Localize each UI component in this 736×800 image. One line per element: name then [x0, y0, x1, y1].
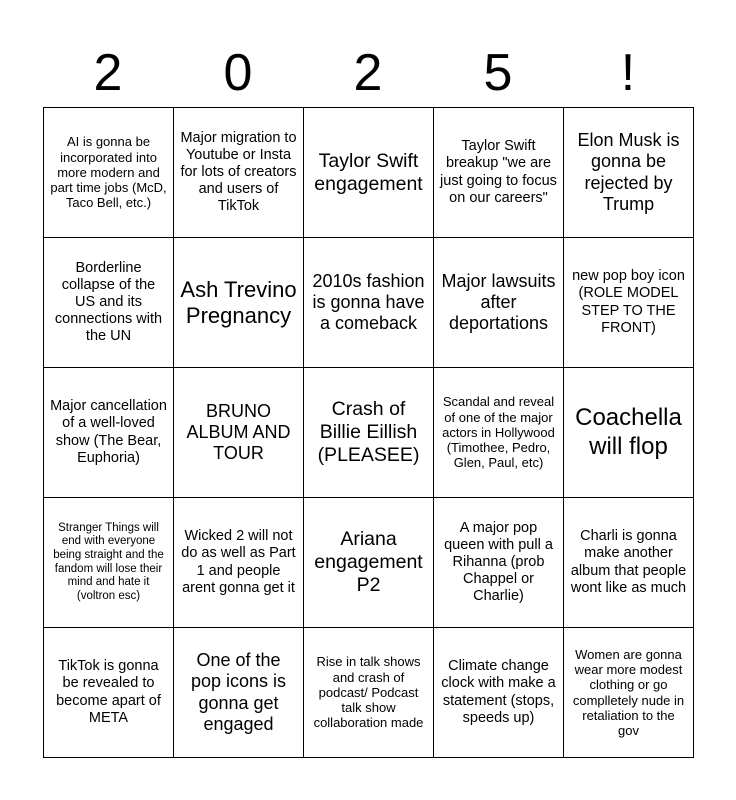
bingo-cell[interactable]: Scandal and reveal of one of the major actors in Hollywood (Timothee, Pedro, Glen, Paul, etc) [434, 368, 564, 498]
bingo-cell[interactable]: new pop boy icon (ROLE MODEL STEP TO THE FRONT) [564, 238, 694, 368]
bingo-cell[interactable]: Crash of Billie Eillish (PLEASEE) [304, 368, 434, 498]
bingo-cell[interactable]: Taylor Swift engagement [304, 108, 434, 238]
header-letter: 5 [483, 44, 513, 102]
bingo-header [43, 40, 693, 106]
bingo-cell[interactable]: Borderline collapse of the US and its connections with the UN [44, 238, 174, 368]
bingo-cell[interactable]: One of the pop icons is gonna get engaged [174, 628, 304, 758]
bingo-cell[interactable]: TikTok is gonna be revealed to become apart of META [44, 628, 174, 758]
bingo-cell[interactable]: Taylor Swift breakup "we are just going to focus on our careers" [434, 108, 564, 238]
bingo-cell[interactable]: Charli is gonna make another album that people wont like as much [564, 498, 694, 628]
bingo-board [43, 107, 694, 758]
bingo-cell[interactable]: Major cancellation of a well-loved show (The Bear, Euphoria) [44, 368, 174, 498]
bingo-cell[interactable]: Ash Trevino Pregnancy [174, 238, 304, 368]
bingo-cell[interactable]: A major pop queen with pull a Rihanna (prob Chappel or Charlie) [434, 498, 564, 628]
bingo-cell[interactable]: AI is gonna be incorporated into more modern and part time jobs (McD, Taco Bell, etc.) [44, 108, 174, 238]
bingo-cell[interactable]: Rise in talk shows and crash of podcast/ Podcast talk show collaboration made [304, 628, 434, 758]
bingo-cell[interactable]: Coachella will flop [564, 368, 694, 498]
bingo-cell[interactable]: Women are gonna wear more modest clothing or go complletely nude in retaliation to the gov [564, 628, 694, 758]
header-letter: 0 [223, 44, 253, 102]
bingo-cell[interactable]: Climate change clock with make a statement (stops, speeds up) [434, 628, 564, 758]
bingo-cell[interactable]: Stranger Things will end with everyone being straight and the fandom will lose their mind and hate it (voltron esc) [44, 498, 174, 628]
bingo-cell[interactable]: Major lawsuits after deportations [434, 238, 564, 368]
bingo-cell[interactable]: 2010s fashion is gonna have a comeback [304, 238, 434, 368]
header-letter: 2 [93, 44, 123, 102]
bingo-cell[interactable]: Wicked 2 will not do as well as Part 1 and people arent gonna get it [174, 498, 304, 628]
header-letter: 2 [353, 44, 383, 102]
bingo-cell[interactable]: Elon Musk is gonna be rejected by Trump [564, 108, 694, 238]
header-letter: ! [620, 44, 636, 102]
bingo-cell[interactable]: BRUNO ALBUM AND TOUR [174, 368, 304, 498]
bingo-cell[interactable]: Major migration to Youtube or Insta for lots of creators and users of TikTok [174, 108, 304, 238]
bingo-cell[interactable]: Ariana engagement P2 [304, 498, 434, 628]
